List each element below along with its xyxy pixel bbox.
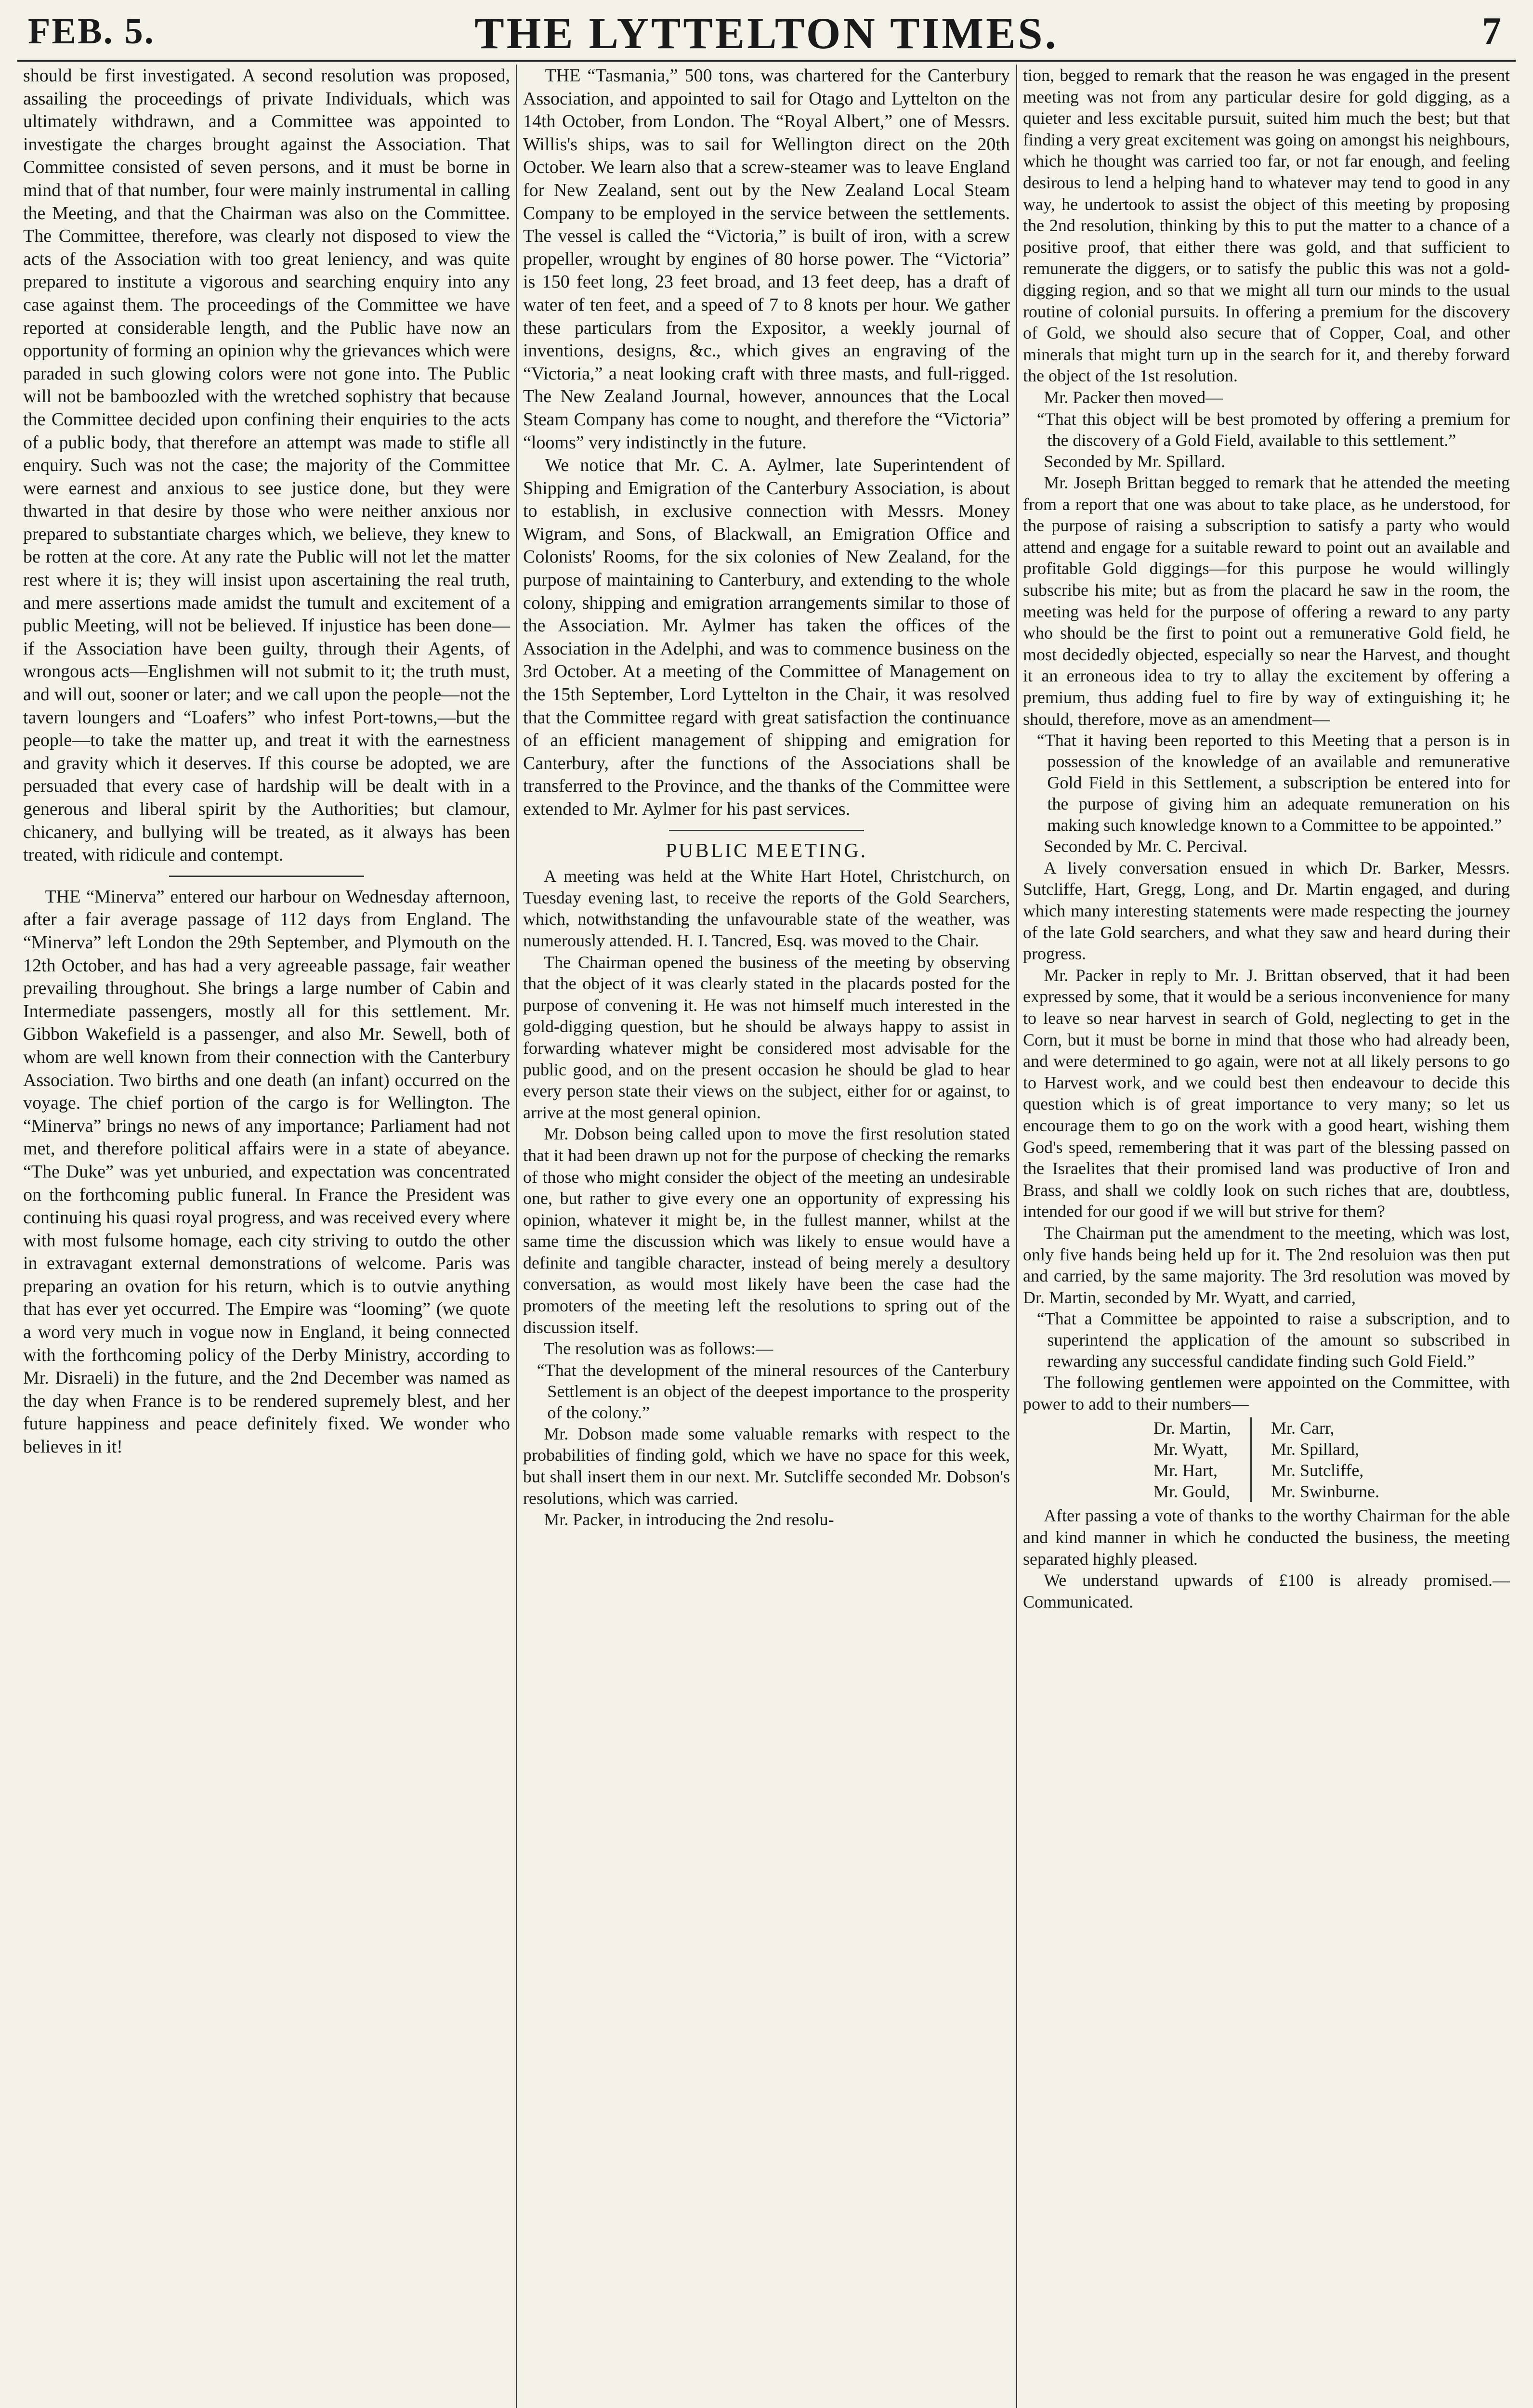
committee-member: Mr. Gould, <box>1153 1482 1231 1502</box>
packer-reply-paragraph: Mr. Packer in reply to Mr. J. Brittan observed, that it had been expressed by some, that it would be a serious inconvenience for many to leave so near harvest in search of Gold, neglecting to get in the Corn, but it must be borne in mind that those who had already been, and were determined to go again, were not at all likely persons to go to Harvest work, and we could best then endeavour to decide this question which is of great importance to very many; so let us encourage them to go on the work with a good heart, wishing them God's speed, remembering that it was part of the blessing passed on the Israelites that their promised land was productive of Iron and Brass, and shall we coldly look on such riches that are, doubtless, intended for our good if we will but strive for them? <box>1023 965 1510 1221</box>
names-left <box>1134 1417 1250 1502</box>
committee-member: Dr. Martin, <box>1153 1418 1231 1438</box>
committee-member: Mr. Swinburne. <box>1271 1482 1379 1502</box>
seconded-line: Seconded by Mr. Spillard. <box>1044 451 1226 471</box>
masthead <box>17 7 1516 62</box>
editorial-paragraph: should be first investigated. A second resolution was proposed, assailing the proceedings of private Individuals, which was ultimately withdrawn, and a Committee was appointed to investigate the charges brought against the Association. That Committee consisted of seven persons, and it must be borne in mind that of that number, four were mainly instrumental in calling the Meeting, and that the Chairman was also on the Committee. The Committee, therefore, was clearly not disposed to view the acts of the Association with too great leniency, and was quite prepared to institute a vigorous and searching enquiry into any case against them. The proceedings of the Committee we have reported at considerable length, and the Public have now an opportunity of forming an opinion why the grievances which were paraded in such glowing colors were not gone into. The Public will not be bamboozled with the wretched sophistry that because the Committee decided upon confining their enquiries to the acts of a public body, that therefore an attempt was made to stifle all enquiry. Such was not the case; the majority of the Committee were earnest and anxious to see justice done, but they were thwarted in that desire by those who were neither anxious nor prepared to substantiate charges which, we believe, they knew to be rotten at the core. At any rate the Public will not let the matter rest where it is; they will insist upon ascertaining the real truth, and mere assertions made amidst the tumult and excitement of a public Meeting, will not be believed. If injustice has been done—if the Association have been guilty, through their Agents, of wrongous acts—Englishmen will not submit to it; the truth must, and will out, sooner or later; and we call upon the people—not the tavern loungers and “Loafers” who infest Port-towns,—but the people—to take the matter up, and treat it with the earnestness and gravity which it deserves. If this course be adopted, we are persuaded that every case of hardship will be dealt with in a generous and liberal spirit by the Authorities; but clamour, chicanery, and bullying will be treated, as it always has been treated, with ridicule and contempt. <box>23 65 510 865</box>
minerva-paragraph: THE “Minerva” entered our harbour on Wednesday afternoon, after a fair average passage of 112 days from England. The “Minerva” left London the 29th September, and Plymouth on the 12th October, and has had a very agreeable passage, fair weather prevailing throughout. She brings a large number of Cabin and Intermediate passengers, mostly all for this settlement. Mr. Gibbon Wakefield is a passenger, and also Mr. Sewell, both of whom are well known from their connection with the Canterbury Association. Two births and one death (an infant) occurred on the voyage. The chief portion of the cargo is for Wellington. The “Minerva” brings no news of any importance; Parliament had not met, and therefore political affairs were in a state of abeyance. “The Duke” was yet unburied, and expectation was concentrated on the forthcoming public funeral. In France the President was continuing his quasi royal progress, and was received every where with most fulsome homage, each city striving to outdo the other in extravagant external demonstrations of welcome. Paris was preparing an ovation for his return, which is to outvie anything that has ever yet occurred. The Empire was “looming” (we quote a word very much in vogue now in England, it being connected with the forthcoming policy of the Derby Ministry, according to Mr. Disraeli) in the future, and the 2nd December was named as the day when France is to be rendered supremely blest, and her future happiness and peace definitely fixed. We wonder who believes in it! <box>23 886 510 1457</box>
committee-member: Mr. Wyatt, <box>1153 1440 1228 1459</box>
column-3 <box>1017 65 1516 2408</box>
committee-member: Mr. Carr, <box>1271 1418 1335 1438</box>
committee-member: Mr. Spillard, <box>1271 1440 1359 1459</box>
section-heading: PUBLIC MEETING. <box>665 839 868 862</box>
divider <box>669 830 864 831</box>
packer-paragraph: Mr. Packer, in introducing the 2nd resolu- <box>544 1510 834 1530</box>
resolution-quote: “That the development of the mineral resources of the Canterbury Settlement is an object of the deepest importance to the prosperity of the colony.” <box>537 1360 1010 1422</box>
dobson-paragraph: Mr. Dobson being called upon to move the first resolution stated that it had been drawn up not for the purpose of checking the remarks of those who might consider the object of the meeting an undesirable one, but rather to give every one an opportunity of expressing his opinion, whatever it might be, in the fullest manner, whilst at the same time the discussion which was likely to ensue would have a definite and tangible character, instead of being merely a desultory conversation, as would most likely have been the case had the promoters of the meeting left the resolutions to spring out of the discussion itself. <box>523 1124 1010 1337</box>
committee-member: Mr. Hart, <box>1153 1461 1218 1480</box>
tasmania-paragraph: THE “Tasmania,” 500 tons, was chartered for the Canterbury Association, and appointed to sail for Otago and Lyttelton on the 14th October, from London. The “Royal Albert,” one of Messrs. Willis's ships, was to sail for Wellington direct on the 20th October. We learn also that a screw-steamer was to leave England for New Zealand, sent out by the New Zealand Local Steam Company to be employed in the service between the settlements. The vessel is called the “Victoria,” is built of iron, with a screw propeller, wrought by engines of 80 horse power. The “Victoria” is 150 feet long, 23 feet broad, and 13 feet deep, has a draft of water of ten feet, and a speed of 7 to 8 knots per hour. We gather these particulars from the Expositor, a weekly journal of inventions, designs, &c., which gives an engraving of the “Victoria,” a neat looking craft with three masts, and full-rigged. The New Zealand Journal, however, announces that the Local Steam Company has come to nought, and therefore the “Victoria” “looms” very indistinctly in the future. <box>523 65 1010 453</box>
dobson-remarks-paragraph: Mr. Dobson made some valuable remarks with respect to the probabilities of finding gold, which we have no space for this week, but shall insert them in our next. Mr. Sutcliffe seconded Mr. Dobson's resolutions, which was carried. <box>523 1424 1010 1508</box>
committee-intro: The following gentlemen were appointed on the Committee, with power to add to their numbers— <box>1023 1373 1510 1413</box>
divider <box>169 876 364 877</box>
names-right <box>1250 1417 1399 1502</box>
chairman-paragraph: The Chairman opened the business of the meeting by observing that the object of it was clearly stated in the placards posted for the purpose of convening it. He was not himself much interested in the gold-digging question, but he should be always happy to assist in forwarding whatever might be considered most advisable for the public good, and on the present occasion he should be glad to hear every person state their views on the subject, either for or against, to arrive at the most general opinion. <box>523 952 1010 1122</box>
resolution-intro: The resolution was as follows:— <box>544 1339 773 1359</box>
packer-moved: Mr. Packer then moved— <box>1044 387 1223 407</box>
issue-date: FEB. 5. <box>28 11 155 52</box>
meeting-paragraph: A meeting was held at the White Hart Hotel, Christchurch, on Tuesday evening last, to receive the reports of the Gold Searchers, which, notwithstanding the unfavourable state of the weather, was numerously attended. H. I. Tancred, Esq. was moved to the Chair. <box>523 866 1010 950</box>
committee-member: Mr. Sutcliffe, <box>1271 1461 1364 1480</box>
column-1 <box>17 65 516 2408</box>
brittan-paragraph: Mr. Joseph Brittan begged to remark that he attended the meeting from a report that one was about to take place, as he understood, for the purpose of raising a subscription to satisfy a party who would attend and engage for a suitable reward to point out an available and profitable Gold diggings—for this purpose he would willingly subscribe his mite; but as from the placard he saw in the room, the meeting was held for the purpose of offering a reward to any party who should be the first to point out a remunerative Gold field, he most decidedly objected, especially so near the Harvest, and thought it an erroneous idea to try to allay the excitement by offering a premium, thus adding fuel to fire by way of extinguishing it; he should, therefore, move as an amendment— <box>1023 473 1510 729</box>
seconded-line: Seconded by Mr. C. Percival. <box>1044 837 1248 856</box>
conversation-paragraph: A lively conversation ensued in which Dr. Barker, Messrs. Sutcliffe, Hart, Gregg, Long, and Dr. Martin engaged, and during which many interesting statements were made respecting the journey of the late Gold searchers, and what they saw and heard during their progress. <box>1023 858 1510 964</box>
page-number: 7 <box>1482 10 1501 52</box>
article-columns <box>17 65 1516 2408</box>
aylmer-paragraph: We notice that Mr. C. A. Aylmer, late Superintendent of Shipping and Emigration of the Canterbury Association, is about to establish, in exclusive connection with Messrs. Money Wigram, and Sons, of Blackwall, an Emigration Office and Colonists' Rooms, for the six colonies of New Zealand, for the purpose of maintaining to Canterbury, and extending to the whole colony, shipping and emigration arrangements similar to those of the Association. Mr. Aylmer has taken the offices of the Association in the Adelphi, and was to commence business on the 3rd October. At a meeting of the Committee of Management on the 15th September, Lord Lyttelton in the Chair, it was resolved that the Committee regard with great satisfaction the continuance of an efficient management of shipping and emigration for Canterbury, after the functions of the Associations shall be transferred to the Province, and the thanks of the Committee were extended to Mr. Aylmer for his past services. <box>523 455 1010 819</box>
amendment-quote: “That it having been reported to this Meeting that a person is in possession of the knowledge of an available and remunerative Gold Field in this Settlement, a subscription be entered into for the purpose of giving him an adequate remuneration on his making such knowledge known to a Committee to be appointed.” <box>1036 731 1510 835</box>
closing-paragraph: After passing a vote of thanks to the worthy Chairman for the able and kind manner in which he conducted the business, the meeting separated highly pleased. <box>1023 1506 1510 1569</box>
subscription-note: We understand upwards of £100 is already promised.—Communicated. <box>1023 1570 1510 1611</box>
column-2 <box>517 65 1016 2408</box>
resolution-quote: “That this object will be best promoted by offering a premium for the discovery of a Gold Field, available to this settlement.” <box>1036 409 1510 450</box>
chairman-amendment-paragraph: The Chairman put the amendment to the meeting, which was lost, only five hands being held up for it. The 2nd resoluion was then put and carried, by the same majority. The 3rd resolution was moved by Dr. Martin, seconded by Mr. Wyatt, and carried, <box>1023 1223 1510 1307</box>
committee-quote: “That a Committee be appointed to raise a subscription, and to superintend the application of the amount so subscribed in rewarding any successful candidate finding such Gold Field.” <box>1036 1309 1510 1371</box>
newspaper-title: THE LYTTELTON TIMES. <box>474 9 1059 58</box>
packer-continued-paragraph: tion, begged to remark that the reason he was engaged in the present meeting was not from any particular desire for gold digging, as a quieter and less excitable pursuit, suited him much the best; but that finding a very great excitement was going on amongst his neighbours, which he thought was carried too far, or not far enough, and feeling desirous to lend a helping hand to whatever may tend to good in any way, he undertook to assist the object of this meeting by proposing the 2nd resolution, thinking by this to put the matter to a chance of a positive proof, that either there was gold, and that sufficient to remunerate the diggers, or to satisfy the public this was not a gold-digging region, and so that we might all turn our minds to the usual routine of colonial pursuits. In offering a premium for the discovery of Gold, we should also secure that of Copper, Coal, and other minerals that might turn up in the search for it, and thereby forward the object of the 1st resolution. <box>1023 65 1510 386</box>
committee-names <box>1023 1417 1510 1502</box>
